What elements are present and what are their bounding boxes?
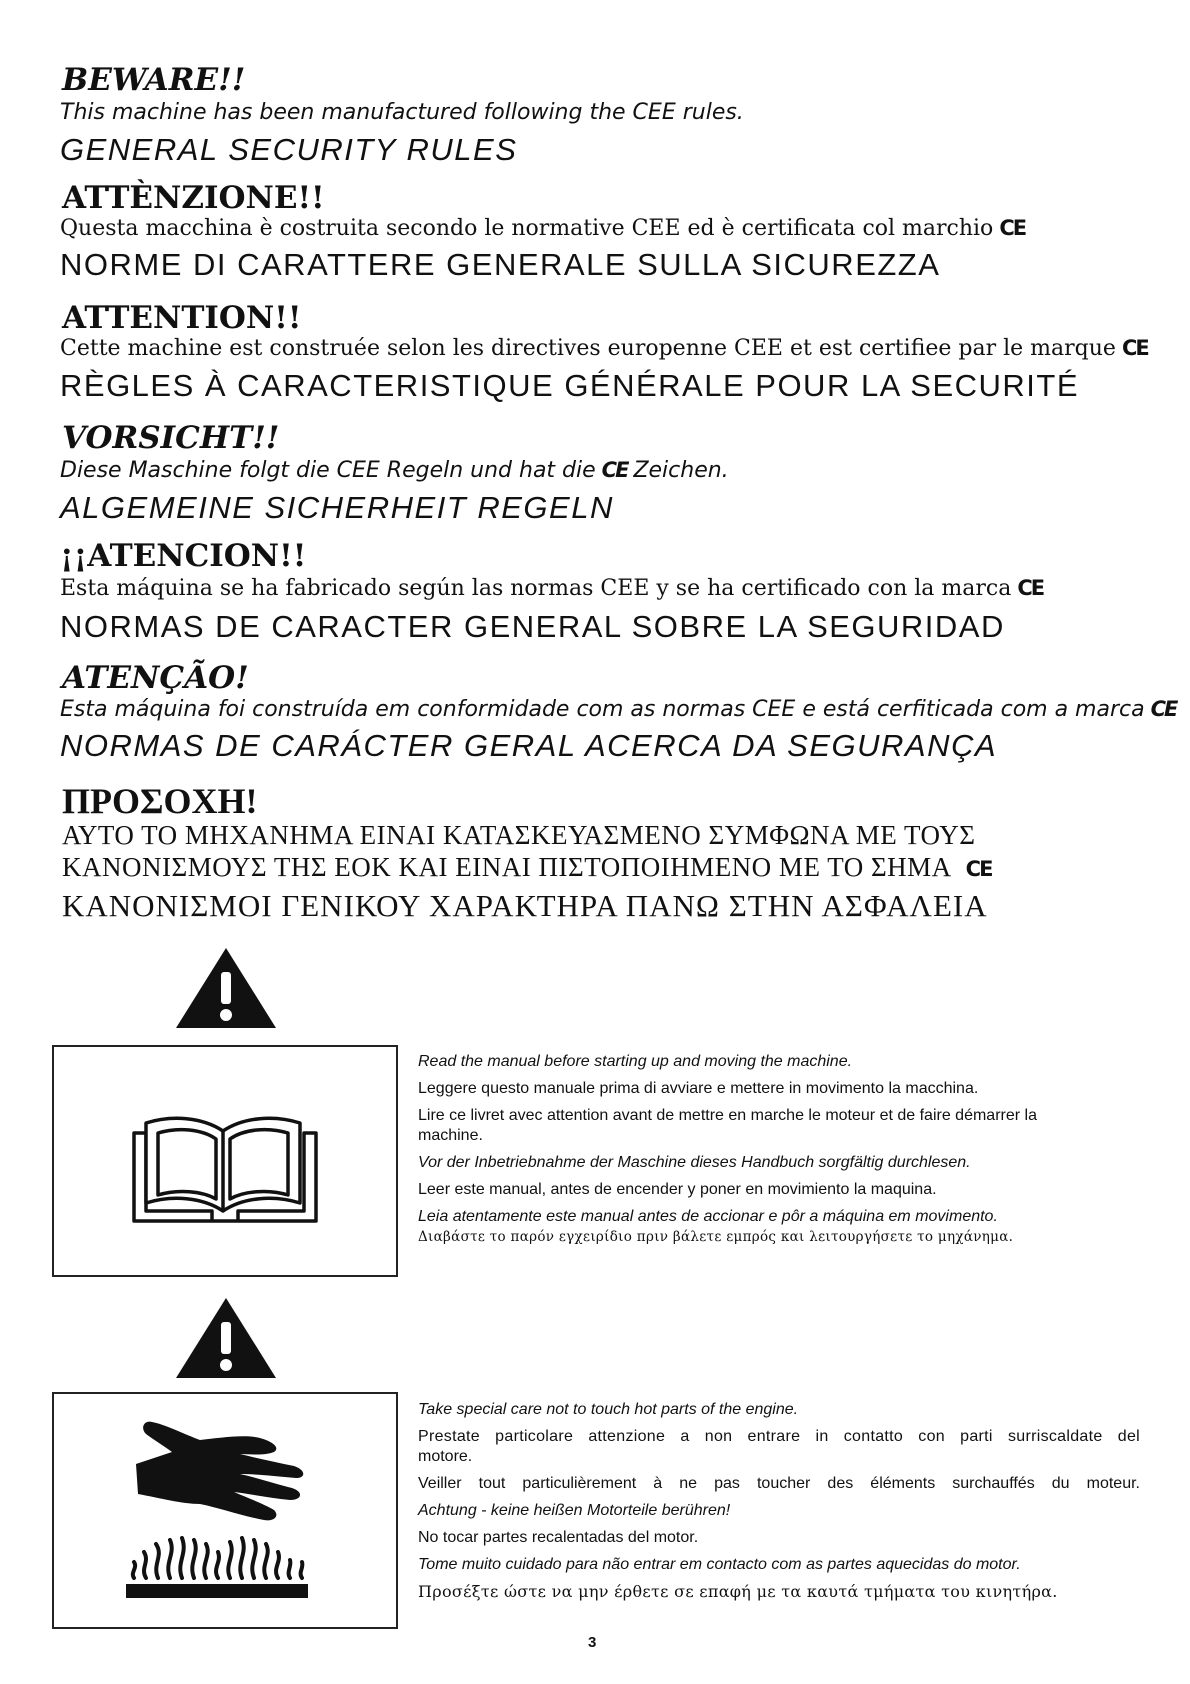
instruction-line: Take special care not to touch hot parts of the engine. bbox=[418, 1401, 799, 1418]
instruction-line: motore. bbox=[418, 1448, 473, 1465]
instructions-manual bbox=[418, 1052, 1037, 1247]
heading-attenzione: ATTÈNZIONE!! bbox=[62, 180, 325, 216]
instruction-line: Tome muito cuidado para não entrar em contacto com as partes aquecidas do motor. bbox=[418, 1556, 1021, 1573]
text-attenzione: Questa macchina è costruita secondo le normative CEE ed è certificata col marchio CE bbox=[60, 216, 1026, 241]
instruction-line: Διαβάστε το παρόν εγχειρίδιο πριν βάλετε εμπρός και λειτουργήσετε το μηχάνημα. bbox=[418, 1229, 1014, 1245]
warning-triangle-icon bbox=[174, 946, 278, 1030]
heading-atencion: ¡¡ATENCION!! bbox=[60, 538, 307, 574]
instruction-line: No tocar partes recalentadas del motor. bbox=[418, 1529, 699, 1546]
rule-atencao: NORMAS DE CARÁCTER GERAL ACERCA DA SEGURANÇA bbox=[60, 728, 998, 763]
instruction-line: Veiller tout particulièrement à ne pas toucher des éléments surchauffés du moteur. bbox=[418, 1475, 1140, 1492]
text-prosoxh-line2: ΚΑΝΟΝΙΣΜΟΥΣ ΤΗΣ ΕΟΚ ΚΑΙ ΕΙΝΑΙ ΠΙΣΤΟΠΟΙΗΜΕΝΟ ΜΕ ΤΟ ΣΗΜΑ CE bbox=[62, 852, 992, 882]
ce-mark: CE bbox=[1150, 697, 1177, 721]
heading-vorsicht: VORSICHT!! bbox=[62, 420, 280, 456]
instruction-line: Leggere questo manuale prima di avviare e mettere in movimento la macchina. bbox=[418, 1080, 979, 1097]
ce-mark: CE bbox=[1017, 576, 1044, 600]
ce-mark: CE bbox=[999, 216, 1026, 240]
ce-mark: CE bbox=[1121, 336, 1148, 360]
hot-parts-pictogram-box bbox=[52, 1392, 398, 1629]
ce-mark: CE bbox=[601, 458, 628, 482]
text-attention: Cette machine est construée selon les directives europenne CEE et est certifiee par le marque CE bbox=[60, 336, 1148, 361]
page-number: 3 bbox=[588, 1634, 597, 1651]
instruction-line: Vor der Inbetriebnahme der Maschine dieses Handbuch sorgfältig durchlesen. bbox=[418, 1154, 971, 1171]
text-atencao: Esta máquina foi construída em conformidade com as normas CEE e está cerfiticada com a marca CE bbox=[60, 697, 1177, 722]
rule-atencion: NORMAS DE CARACTER GENERAL SOBRE LA SEGURIDAD bbox=[60, 609, 1005, 644]
instruction-line: Προσέξτε ώστε να μην έρθετε σε επαφή με τα καυτά τμήματα του κινητήρα. bbox=[418, 1582, 1058, 1601]
rule-beware: GENERAL SECURITY RULES bbox=[60, 132, 518, 167]
instruction-line: Leia atentamente este manual antes de accionar e pôr a máquina em movimento. bbox=[418, 1208, 998, 1225]
instruction-line: Read the manual before starting up and moving the machine. bbox=[418, 1053, 853, 1070]
text-prosoxh-line1: ΑΥΤΟ ΤΟ ΜΗΧΑΝΗΜΑ ΕΙΝΑΙ ΚΑΤΑΣΚΕΥΑΣΜΕΝΟ ΣΥΜΦΩΝΑ ΜΕ ΤΟΥΣ bbox=[62, 820, 976, 850]
rule-vorsicht: ALGEMEINE SICHERHEIT REGELN bbox=[60, 490, 614, 525]
text-atencion: Esta máquina se ha fabricado según las normas CEE y se ha certificado con la marca CE bbox=[60, 576, 1044, 601]
instruction-line: Achtung - keine heißen Motorteile berühren! bbox=[418, 1502, 731, 1519]
warning-triangle-icon bbox=[174, 1296, 278, 1380]
heading-attention: ATTENTION!! bbox=[62, 300, 302, 336]
rule-attenzione: NORME DI CARATTERE GENERALE SULLA SICUREZZA bbox=[60, 247, 941, 282]
heading-beware: BEWARE!! bbox=[62, 62, 246, 98]
text-vorsicht: Diese Maschine folgt die CEE Regeln und hat die CE Zeichen. bbox=[60, 458, 729, 483]
heading-prosoxh: ΠΡΟΣΟΧΗ! bbox=[62, 781, 258, 821]
ce-mark: CE bbox=[965, 857, 992, 881]
hand-over-heat-icon bbox=[124, 1412, 324, 1602]
text-beware: This machine has been manufactured following the CEE rules. bbox=[60, 100, 744, 125]
open-book-icon bbox=[132, 1095, 318, 1223]
instruction-line: Prestate particolare attenzione a non entrare in contatto con parti surriscaldate del bbox=[418, 1428, 1140, 1445]
instruction-line: Leer este manual, antes de encender y poner en movimiento la maquina. bbox=[418, 1181, 937, 1198]
rule-attention: RÈGLES À CARACTERISTIQUE GÉNÉRALE POUR LA SECURITÉ bbox=[60, 368, 1080, 403]
instruction-line: Lire ce livret avec attention avant de mettre en marche le moteur et de faire démarrer la bbox=[418, 1107, 1037, 1124]
heading-atencao: ATENÇÃO! bbox=[62, 660, 249, 696]
rule-prosoxh: ΚΑΝΟΝΙΣΜΟΙ ΓΕΝΙΚΟΥ ΧΑΡΑΚΤΗΡΑ ΠΑΝΩ ΣΤΗΝ ΑΣΦΑΛΕΙΑ bbox=[62, 888, 988, 923]
instructions-hot-parts bbox=[418, 1400, 1140, 1601]
manual-pictogram-box bbox=[52, 1045, 398, 1277]
instruction-line: machine. bbox=[418, 1127, 483, 1144]
